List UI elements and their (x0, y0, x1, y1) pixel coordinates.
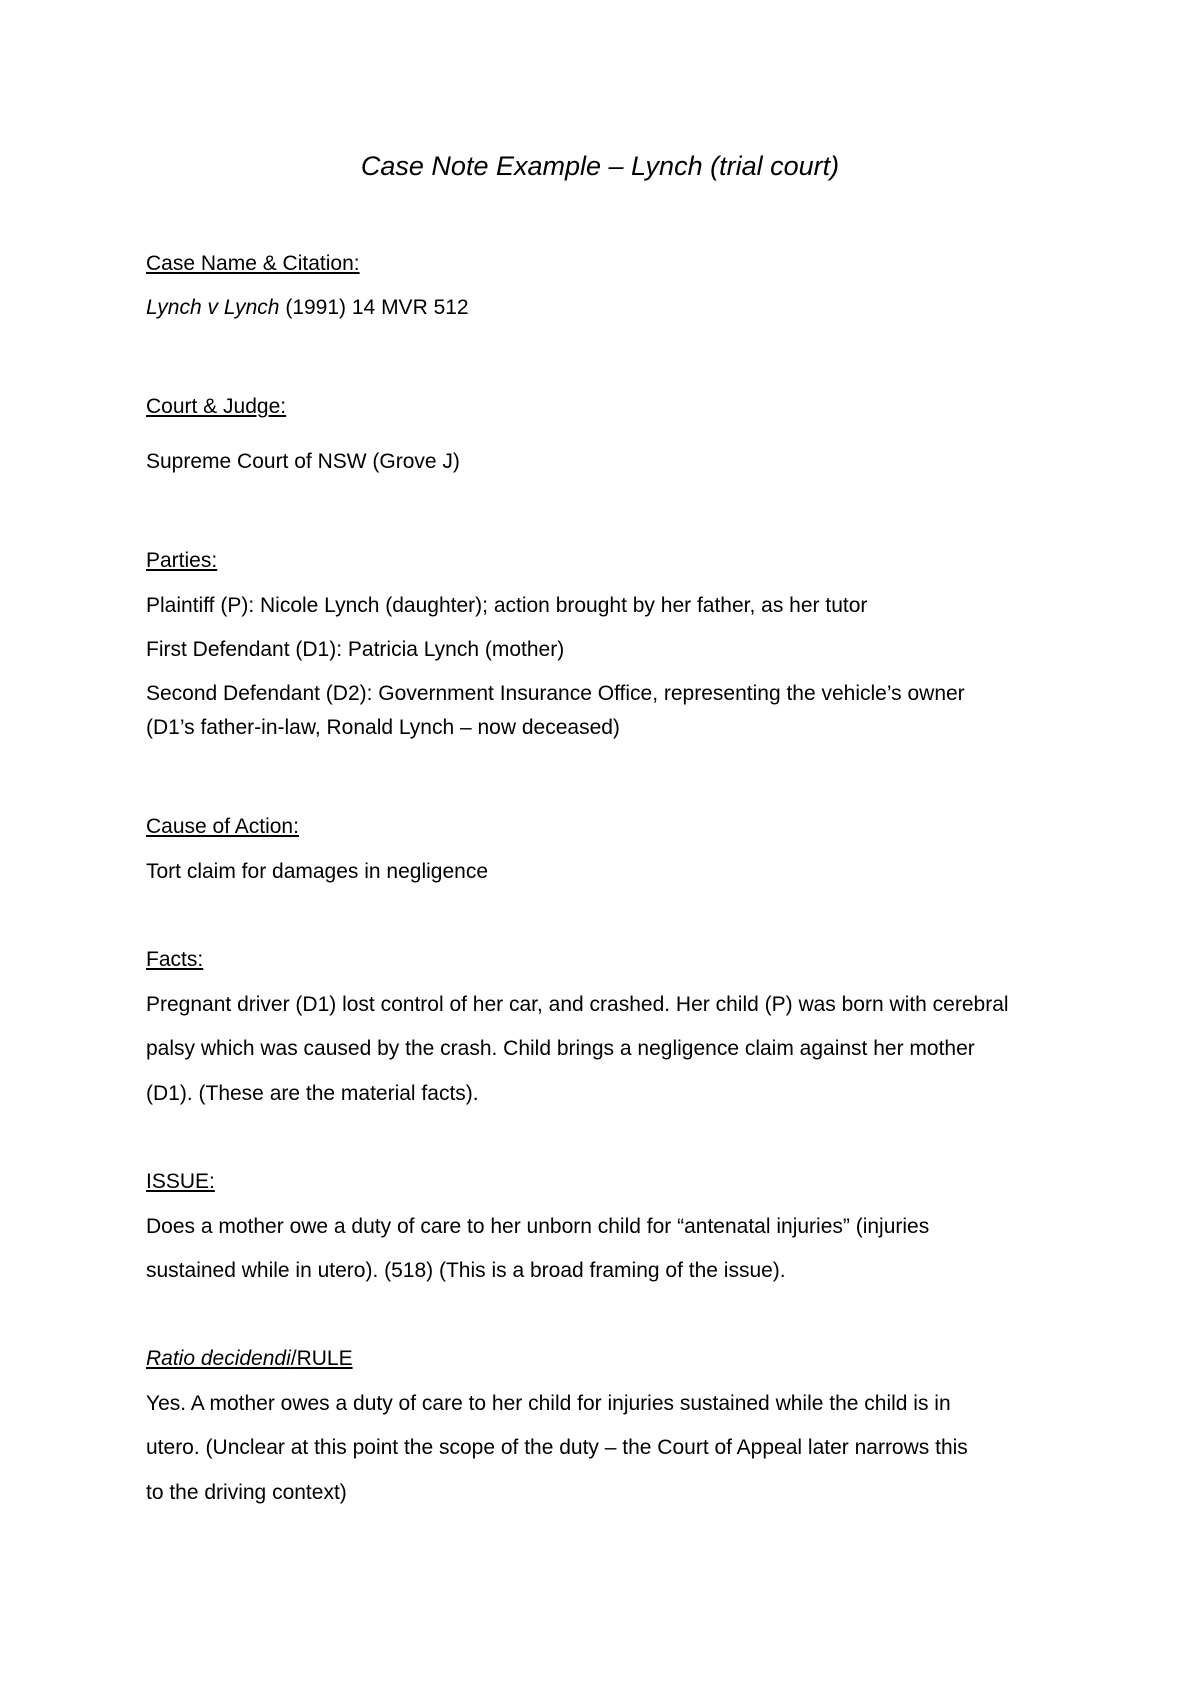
court-heading: Court & Judge: (146, 395, 287, 418)
case-citation: (1991) 14 MVR 512 (279, 296, 469, 319)
facts-line-2: palsy which was caused by the crash. Child brings a negligence claim against her mother (146, 1037, 975, 1060)
ratio-heading (146, 1345, 353, 1373)
ratio-heading-rest: /RULE (290, 1347, 353, 1370)
court-text: Supreme Court of NSW (Grove J) (146, 450, 460, 473)
ratio-line-1: Yes. A mother owes a duty of care to her child for injuries sustained while the child is in (146, 1392, 951, 1415)
cause-heading: Cause of Action: (146, 815, 299, 838)
second-defendant-text-1: Second Defendant (D2): Government Insurance Office, representing the vehicle’s owner (146, 682, 965, 705)
cause-text: Tort claim for damages in negligence (146, 860, 489, 883)
ratio-line-3: to the driving context) (146, 1481, 347, 1504)
plaintiff-text: Plaintiff (P): Nicole Lynch (daughter); action brought by her father, as her tutor (146, 594, 868, 617)
issue-heading: ISSUE: (146, 1170, 215, 1193)
facts-line-3: (D1). (These are the material facts). (146, 1082, 479, 1105)
case-citation-line (146, 294, 469, 322)
facts-line-1: Pregnant driver (D1) lost control of her car, and crashed. Her child (P) was born with cerebral (146, 993, 1009, 1016)
case-name-heading: Case Name & Citation: (146, 252, 360, 275)
issue-line-1: Does a mother owe a duty of care to her unborn child for “antenatal injuries” (injuries (146, 1215, 930, 1238)
issue-line-2: sustained while in utero). (518) (This is a broad framing of the issue). (146, 1259, 786, 1282)
parties-heading: Parties: (146, 549, 218, 572)
first-defendant-text: First Defendant (D1): Patricia Lynch (mother) (146, 638, 565, 661)
second-defendant-text-2: (D1’s father-in-law, Ronald Lynch – now deceased) (146, 716, 620, 739)
case-name-italic: Lynch v Lynch (146, 296, 280, 319)
ratio-heading-italic: Ratio decidendi (146, 1347, 291, 1370)
facts-heading: Facts: (146, 948, 204, 971)
ratio-line-2: utero. (Unclear at this point the scope of the duty – the Court of Appeal later narrows this (146, 1436, 968, 1459)
page-title: Case Note Example – Lynch (trial court) (360, 151, 840, 181)
